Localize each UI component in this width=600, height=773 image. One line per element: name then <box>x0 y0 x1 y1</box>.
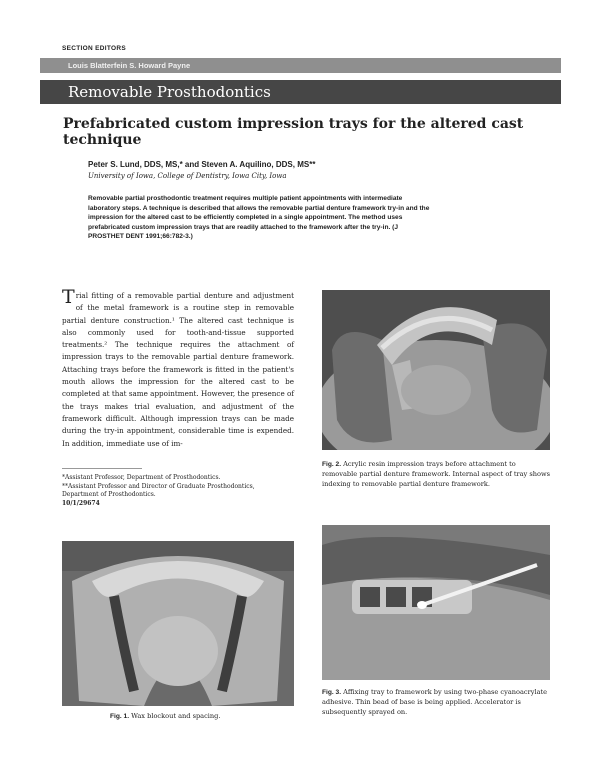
manuscript-number: 10/1/29674 <box>62 499 100 507</box>
article-abstract: Removable partial prosthodontic treatment requires multiple patient appointments with intermediate laboratory steps. A technique is described that allows the removable partial denture framework try-in and the impression for the altered cast to be efficiently completed in a single appointment. The method uses prefabricated custom impression trays that are readily attached to the framework after the try-in. (J PROSTHET DENT 1991;66:782-3.) <box>88 195 430 241</box>
article-title: Prefabricated custom impression trays for the altered cast technique <box>63 116 524 148</box>
body-text <box>62 286 294 450</box>
footnotes <box>62 474 302 508</box>
figure-3-label: Fig. 3. <box>322 689 342 696</box>
footnote-2: **Assistant Professor and Director of Graduate Prosthodontics, <box>62 482 255 490</box>
section-editors-label: SECTION EDITORS <box>62 45 126 52</box>
figure-3-photo <box>322 525 550 680</box>
footnote-separator <box>62 468 142 469</box>
body-paragraph: rial fitting of a removable partial denture and adjustment of the metal framework is a routine step in removable partial denture construction.¹ The altered cast technique is also commonly used for tooth-and-tissue supported treatments.² The technique requires the attachment of impression trays to the removable partial denture framework. Attaching trays before the framework is fitted in the patient's mouth allows the impression for the altered cast to be completed at that same appointment. However, the presence of the trays makes trial evaluation, and adjustment of the framework difficult. Although impression trays can be made during the try-in appointment, considerable time is expended. In addition, immediate use of im- <box>62 291 294 448</box>
figure-1-photo <box>62 541 294 706</box>
article-authors: Peter S. Lund, DDS, MS,* and Steven A. Aquilino, DDS, MS** <box>88 160 316 169</box>
figure-2-photo <box>322 290 550 450</box>
figure-2-caption <box>322 460 550 489</box>
editor-names: Louis Blatterfein S. Howard Payne <box>68 61 191 70</box>
drop-cap: T <box>62 286 75 308</box>
figure-1-label: Fig. 1. <box>110 713 130 720</box>
figure-2-text: Acrylic resin impression trays before attachment to removable partial denture framework. Internal aspect of tray shows indexing to removable partial denture framework. <box>322 460 551 488</box>
section-title: Removable Prosthodontics <box>68 83 271 101</box>
article-affiliation: University of Iowa, College of Dentistry, Iowa City, Iowa <box>88 172 287 180</box>
figure-1-text: Wax blockout and spacing. <box>131 712 221 720</box>
footnote-3: Department of Prosthodontics. <box>62 491 156 498</box>
figure-3-text: Affixing tray to framework by using two-phase cyanoacrylate adhesive. Thin bead of base is being applied. Accelerator is subsequently sprayed on. <box>322 688 548 716</box>
footnote-1: *Assistant Professor, Department of Prosthodontics. <box>62 474 221 481</box>
figure-3-caption <box>322 688 550 717</box>
figure-1-caption <box>110 712 310 722</box>
figure-2-label: Fig. 2. <box>322 461 342 468</box>
